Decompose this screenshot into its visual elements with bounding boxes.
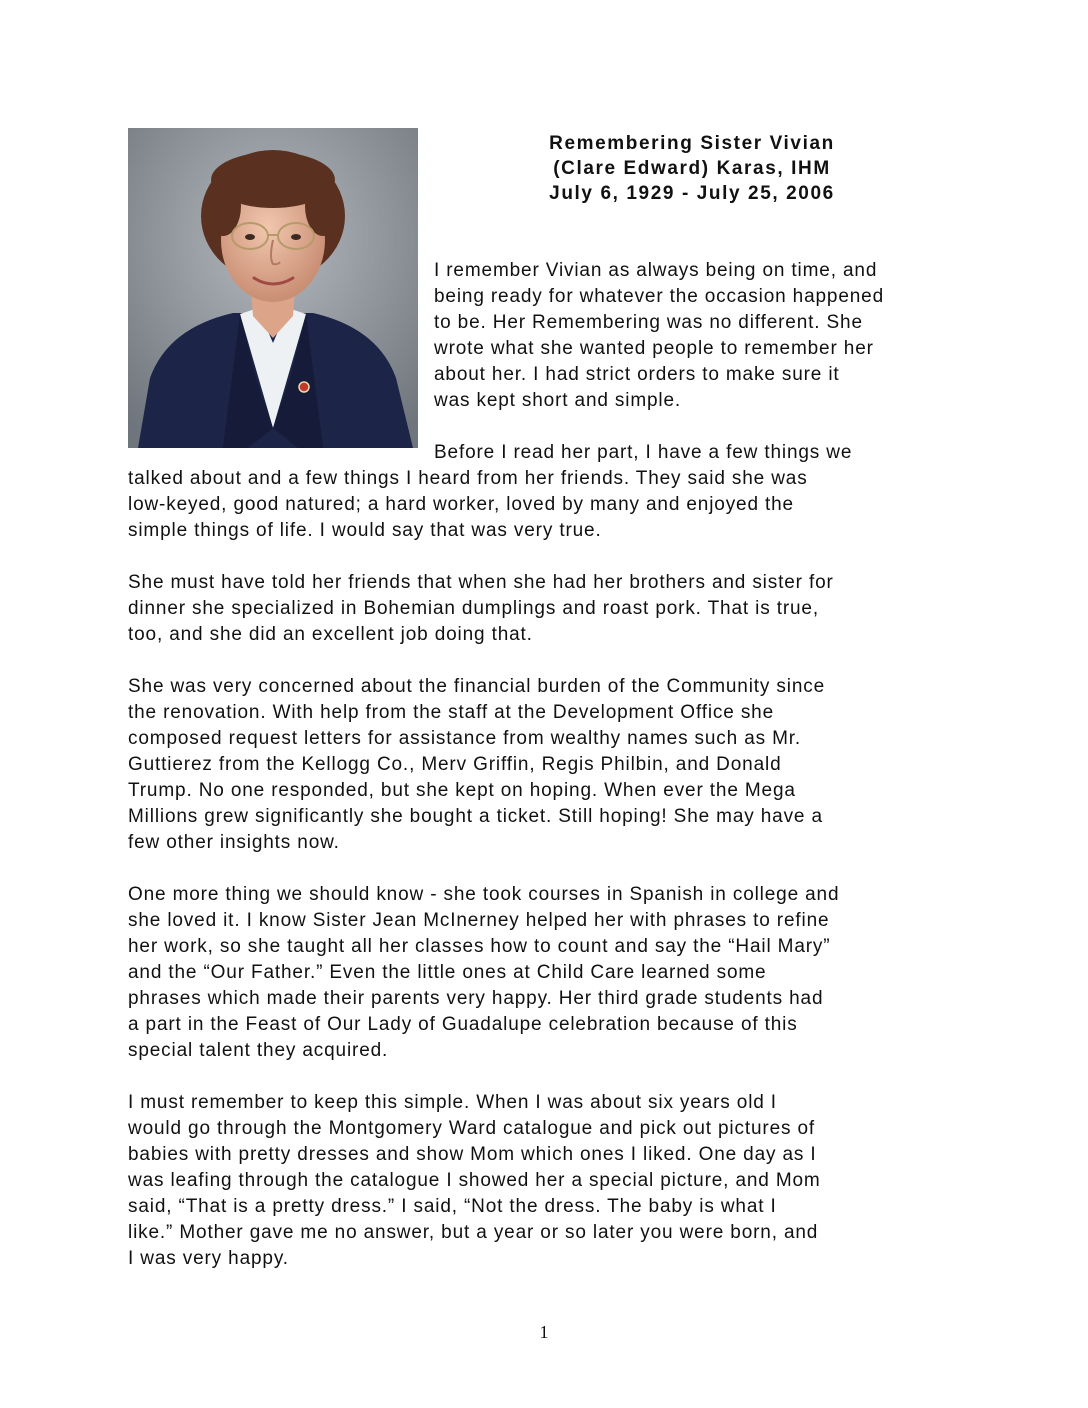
- page-number: 1: [539, 1322, 549, 1342]
- text-line: Guttierez from the Kellogg Co., Merv Griffin, Regis Philbin, and Donald: [128, 754, 782, 775]
- text-line: about her. I had strict orders to make sure it: [434, 364, 840, 385]
- text-line: I must remember to keep this simple. When I was about six years old I: [128, 1092, 777, 1113]
- text-line: She was very concerned about the financial burden of the Community since: [128, 676, 826, 697]
- text-line: dinner she specialized in Bohemian dumplings and roast pork. That is true,: [128, 598, 819, 619]
- text-line: too, and she did an excellent job doing that.: [128, 624, 533, 645]
- text-line: simple things of life. I would say that was very true.: [128, 520, 602, 541]
- text-line: being ready for whatever the occasion happened: [434, 286, 884, 307]
- text-line: I remember Vivian as always being on time, and: [434, 260, 878, 281]
- text-line: babies with pretty dresses and show Mom which ones I liked. One day as I: [128, 1144, 817, 1165]
- portrait-image: [128, 128, 418, 448]
- text-line: a part in the Feast of Our Lady of Guadalupe celebration because of this: [128, 1014, 798, 1035]
- text-line: to be. Her Remembering was no different. She: [434, 312, 863, 333]
- text-line: She must have told her friends that when she had her brothers and sister for: [128, 572, 834, 593]
- text-line: I was very happy.: [128, 1248, 289, 1269]
- text-line: Trump. No one responded, but she kept on hoping. When ever the Mega: [128, 780, 796, 801]
- text-line: like.” Mother gave me no answer, but a year or so later you were born, and: [128, 1222, 819, 1243]
- title-line-name: Remembering Sister Vivian: [549, 133, 835, 154]
- text-line: she loved it. I know Sister Jean McInerney helped her with phrases to refine: [128, 910, 830, 931]
- text-line: said, “That is a pretty dress.” I said, “Not the dress. The baby is what I: [128, 1196, 777, 1217]
- paragraph-friends: [128, 440, 968, 544]
- text-line: few other insights now.: [128, 832, 340, 853]
- text-line: would go through the Montgomery Ward catalogue and pick out pictures of: [128, 1118, 816, 1139]
- text-line: the renovation. With help from the staff at the Development Office she: [128, 702, 775, 723]
- text-line: Before I read her part, I have a few things we: [434, 442, 853, 463]
- text-line: wrote what she wanted people to remember her: [434, 338, 874, 359]
- text-line: low-keyed, good natured; a hard worker, loved by many and enjoyed the: [128, 494, 794, 515]
- title-line-religious-name: (Clare Edward) Karas, IHM: [553, 158, 831, 179]
- text-line: and the “Our Father.” Even the little ones at Child Care learned some: [128, 962, 767, 983]
- paragraph-catalogue: [128, 1090, 968, 1272]
- document-title: [432, 131, 952, 206]
- body-text: [128, 570, 968, 1298]
- paragraph-dinner: [128, 570, 968, 648]
- text-line: Millions grew significantly she bought a ticket. Still hoping! She may have a: [128, 806, 823, 827]
- text-line: her work, so she taught all her classes how to count and say the “Hail Mary”: [128, 936, 831, 957]
- title-line-dates: July 6, 1929 - July 25, 2006: [549, 183, 835, 204]
- text-line: One more thing we should know - she took courses in Spanish in college and: [128, 884, 840, 905]
- portrait-photo: [128, 128, 418, 448]
- paragraph-finances: [128, 674, 968, 856]
- text-line: phrases which made their parents very happy. Her third grade students had: [128, 988, 824, 1009]
- text-line: was kept short and simple.: [434, 390, 682, 411]
- text-line: composed request letters for assistance from wealthy names such as Mr.: [128, 728, 802, 749]
- text-line: talked about and a few things I heard from her friends. They said she was: [128, 468, 808, 489]
- text-line: was leafing through the catalogue I showed her a special picture, and Mom: [128, 1170, 821, 1191]
- text-line: special talent they acquired.: [128, 1040, 389, 1061]
- paragraph-intro: [434, 258, 974, 414]
- paragraph-spanish: [128, 882, 968, 1064]
